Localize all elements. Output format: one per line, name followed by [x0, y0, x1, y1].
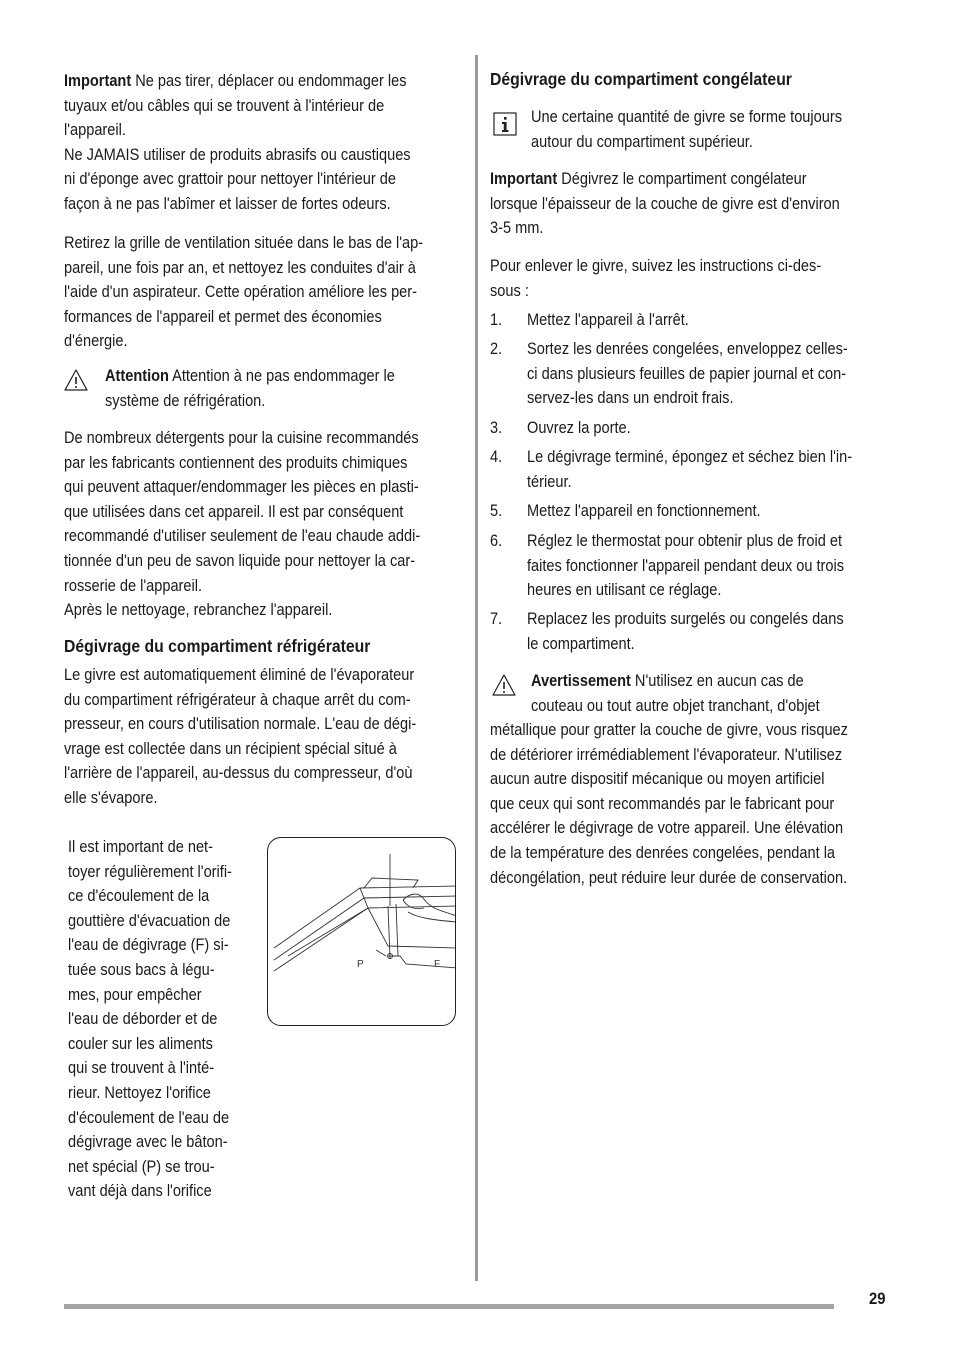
freezer-defrost-heading: Dégivrage du compartiment congélateur — [490, 69, 792, 89]
page-number: 29 — [869, 1290, 886, 1308]
warning-label: Avertissement — [531, 672, 631, 690]
grille-paragraph: Retirez la grille de ventilation située dans le bas de l'ap- pareil, une fois par an, et nettoyez les conduites d'air à l'aide d'un aspirateur. Cette opération améliore les per- formances de l'appareil et permet des économies d'énergie. — [64, 234, 424, 351]
fridge-defrost-heading: Dégivrage du compartiment réfrigérateur — [64, 636, 371, 656]
important-paragraph: Important Ne pas tirer, déplacer ou endommager les tuyaux et/ou câbles qui se trouvent à l'intérieur de l'appareil. Ne JAMAIS utiliser de produits abrasifs ou caustiques ni d'éponge avec grattoir pour nettoyer l'intérieur de façon à ne pas l'abîmer et laisser de fortes odeurs. — [64, 72, 411, 213]
fridge-defrost-paragraph: Le givre est automatiquement éliminé de l'évaporateur du compartiment réfrigérateur à chaque arrêt du com- presseur, en cours d'utilisation normale. L'eau de dégi- vrage est collectée dans un récipient spécial situé à l'arrière de l'appareil, au-dessus du compresseur, d'où elle s'évapore. — [64, 666, 417, 807]
footer-rule — [64, 1304, 834, 1309]
figure-label-p: P — [357, 959, 364, 970]
info-notice: Une certaine quantité de givre se forme toujours autour du compartiment supérieur. — [531, 108, 842, 151]
column-divider — [475, 55, 478, 1281]
important-label: Important — [64, 72, 132, 90]
warning-notice: Avertissement N'utilisez en aucun cas de couteau ou tout autre objet tranchant, d'objet — [531, 672, 820, 715]
freezer-important-paragraph: Important Dégivrez le compartiment congélateur lorsque l'épaisseur de la couche de givre est d'environ 3-5 mm. — [490, 170, 840, 238]
attention-label: Attention — [105, 367, 169, 385]
instructions-intro: Pour enlever le givre, suivez les instructions ci-des- sous : — [490, 257, 822, 300]
drain-paragraph: Il est important de net- toyer régulièrement l'orifi- ce d'écoulement de la gouttière d'évacuation de l'eau de dégivrage (F) si- tuée sous bacs à légu- mes, pour empêcher l'eau de déborder et de couler sur les aliments qui se trouvent à l'inté- rieur. Nettoyez l'orifice d'écoulement de l'eau de dégivrage avec le bâton- net spécial (P) se trou- vant déjà dans l'orifice — [68, 838, 232, 1201]
warning-icon — [492, 673, 516, 697]
info-icon — [493, 112, 517, 136]
figure-label-f: F — [434, 959, 441, 970]
warning-icon — [64, 368, 88, 392]
detergents-paragraph: De nombreux détergents pour la cuisine recommandés par les fabricants contiennent des produits chimiques qui peuvent attaquer/endommager les pièces en plasti- que utilisées dans cet appareil. Il est par conséquent recommandé d'utiliser seulement de l'eau chaude addi- tionnée d'un peu de savon liquide pour nettoyer la car- rosserie de l'appareil. Après le nettoyage, rebranchez l'appareil. — [64, 429, 421, 620]
warning-notice-continued: métallique pour gratter la couche de givre, vous risquez de détériorer irrémédiablement l'évaporateur. N'utilisez aucun autre dispositif mécanique ou moyen artificiel que ceux qui sont recommandés par le fabricant pour accélérer le dégivrage de votre appareil. Une élévation de la température des denrées congelées, pendant la décongélation, peut réduire leur durée de conservation. — [490, 721, 848, 887]
drain-illustration — [267, 837, 456, 1026]
drain-drawing — [268, 838, 456, 1026]
freezer-important-label: Important — [490, 170, 558, 188]
attention-notice: Attention Attention à ne pas endommager le système de réfrigération. — [105, 367, 395, 410]
